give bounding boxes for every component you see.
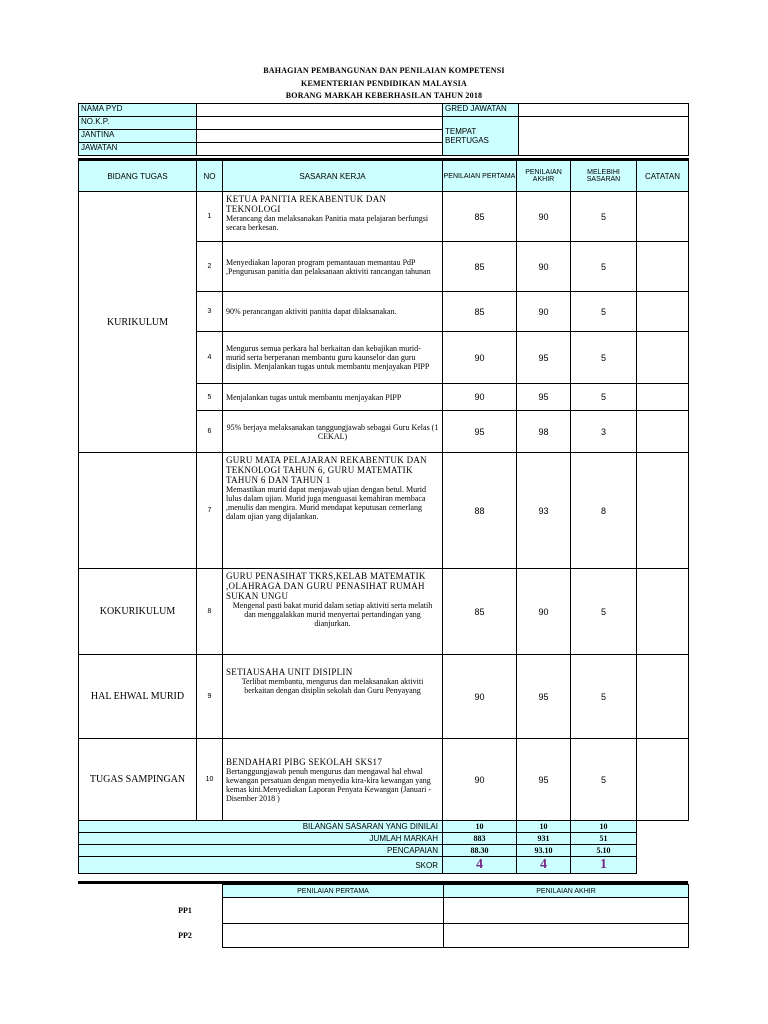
- melebihi-value: 8: [571, 453, 637, 569]
- row-text: Menjalankan tugas untuk membantu menjayakan PIPP: [223, 384, 443, 411]
- nama-field[interactable]: [197, 104, 443, 117]
- catatan-cell[interactable]: [637, 332, 689, 384]
- melebihi-value: 5: [571, 332, 637, 384]
- catatan-cell[interactable]: [637, 655, 689, 739]
- form-header-3: BORANG MARKAH KEBERHASILAN TAHUN 2018: [285, 91, 483, 100]
- table-row: [79, 453, 689, 569]
- pp1-label: PP1: [178, 906, 192, 915]
- row-no: 3: [197, 292, 223, 332]
- form-header-1: BAHAGIAN PEMBANGUNAN DAN PENILAIAN KOMPETENSI: [263, 66, 505, 75]
- melebihi-value: 3: [571, 411, 637, 453]
- summary-jumlah: [79, 833, 689, 845]
- row-title: KETUA PANITIA REKABENTUK DAN TEKNOLOGI: [226, 194, 387, 214]
- melebihi-value: 5: [571, 292, 637, 332]
- row-no: 5: [197, 384, 223, 411]
- melebihi-value: 5: [571, 242, 637, 292]
- bilangan-melebihi: 10: [571, 821, 637, 833]
- summary-pencapaian: [79, 845, 689, 857]
- akhir-value: 90: [517, 192, 571, 242]
- catatan-cell[interactable]: [637, 411, 689, 453]
- melebihi-value: 5: [571, 655, 637, 739]
- pertama-value: 90: [443, 384, 517, 411]
- pencapaian-melebihi: 5.10: [571, 845, 637, 857]
- bilangan-pertama: 10: [443, 821, 517, 833]
- col-akhir: PENILAIAN AKHIR: [517, 160, 571, 192]
- melebihi-value: 5: [571, 192, 637, 242]
- jumlah-melebihi: 51: [571, 833, 637, 845]
- pertama-value: 85: [443, 292, 517, 332]
- akhir-value: 95: [517, 739, 571, 821]
- category-kokurikulum: KOKURIKULUM: [79, 569, 197, 655]
- form-header-2: KEMENTERIAN PENDIDIKAN MALAYSIA: [301, 79, 467, 88]
- pencapaian-pertama: 88.30: [443, 845, 517, 857]
- main-table: [78, 158, 689, 874]
- pencapaian-label: PENCAPAIAN: [79, 845, 443, 857]
- row-no: 7: [197, 453, 223, 569]
- col-catatan: CATATAN: [637, 160, 689, 192]
- akhir-value: 90: [517, 242, 571, 292]
- category-tugas-sampingan: TUGAS SAMPINGAN: [79, 739, 197, 821]
- catatan-cell[interactable]: [637, 569, 689, 655]
- catatan-cell[interactable]: [637, 384, 689, 411]
- summary-skor: [79, 857, 689, 874]
- akhir-value: 93: [517, 453, 571, 569]
- pertama-value: 85: [443, 569, 517, 655]
- footer-akhir: PENILAIAN AKHIR: [444, 885, 689, 898]
- footer-table: [222, 884, 689, 948]
- jawatan-field[interactable]: [197, 143, 443, 156]
- gred-label: GRED JAWATAN: [443, 104, 519, 117]
- row-no: 6: [197, 411, 223, 453]
- row-title: GURU PENASIHAT TKRS,KELAB MATEMATIK ,OLAHRAGA DAN GURU PENASIHAT RUMAH SUKAN UNGU: [226, 571, 426, 601]
- catatan-cell[interactable]: [637, 192, 689, 242]
- skor-label: SKOR: [79, 857, 443, 874]
- row-text: Menyediakan laporan program pemantauan memantau PdP ,Pengurusan panitia dan pelaksanaan aktiviti rancangan tahunan: [223, 242, 443, 292]
- akhir-value: 95: [517, 655, 571, 739]
- catatan-cell[interactable]: [637, 453, 689, 569]
- pertama-value: 85: [443, 242, 517, 292]
- jantina-field[interactable]: [197, 130, 443, 143]
- table-row: [79, 569, 689, 655]
- gred-field[interactable]: [519, 104, 689, 117]
- pertama-value: 90: [443, 655, 517, 739]
- jawatan-label: JAWATAN: [79, 143, 197, 156]
- jumlah-akhir: 931: [517, 833, 571, 845]
- row-no: 4: [197, 332, 223, 384]
- table-row: [79, 739, 689, 821]
- jantina-label: JANTINA: [79, 130, 197, 143]
- row-no: 2: [197, 242, 223, 292]
- akhir-value: 90: [517, 569, 571, 655]
- pp1-pertama-field[interactable]: [223, 898, 444, 924]
- nama-label: NAMA PYD: [79, 104, 197, 117]
- row-title: GURU MATA PELAJARAN REKABENTUK DAN TEKNOLOGI TAHUN 6, GURU MATEMATIK TAHUN 6 DAN TAHUN 1: [226, 455, 427, 485]
- summary-bilangan: [79, 821, 689, 833]
- bilangan-akhir: 10: [517, 821, 571, 833]
- akhir-value: 95: [517, 384, 571, 411]
- nokp-field[interactable]: [197, 117, 443, 130]
- col-sasaran: SASARAN KERJA: [223, 160, 443, 192]
- bilangan-label: BILANGAN SASARAN YANG DINILAI: [79, 821, 443, 833]
- row-text: Memastikan murid dapat menjawab ujian dengan betul. Murid lulus dalam ujian. Murid juga menguasai kemahiran membaca ,menulis dan mengira. Murid mendapat keputusan cemerlang dalam ujian yang dijalankan.: [226, 485, 426, 521]
- melebihi-value: 5: [571, 569, 637, 655]
- tempat-label: TEMPAT BERTUGAS: [443, 117, 519, 156]
- col-bidang: BIDANG TUGAS: [79, 160, 197, 192]
- pp2-pertama-field[interactable]: [223, 924, 444, 948]
- row-text: Mengenal pasti bakat murid dalam setiap aktiviti serta melatih dan menggalakkan murid menyertai pertandingan yang dianjurkan.: [232, 601, 433, 628]
- tempat-field[interactable]: [519, 117, 689, 156]
- row-text: 95% berjaya melaksanakan tanggungjawab sebagai Guru Kelas (1 CEKAL): [223, 411, 443, 453]
- col-melebihi: MELEBIHI SASARAN: [571, 160, 637, 192]
- catatan-cell[interactable]: [637, 292, 689, 332]
- row-no: 1: [197, 192, 223, 242]
- row-text: Mengurus semua perkara hal berkaitan dan kebajikan murid-murid serta berperanan membantu guru kaunselor dan guru disiplin. Menjalankan tugas untuk membantu menjayakan PIPP: [223, 332, 443, 384]
- catatan-cell[interactable]: [637, 242, 689, 292]
- info-table: [78, 103, 689, 156]
- pertama-value: 90: [443, 332, 517, 384]
- pertama-value: 95: [443, 411, 517, 453]
- pp1-akhir-field[interactable]: [444, 898, 689, 924]
- skor-melebihi: 1: [571, 857, 637, 874]
- pertama-value: 85: [443, 192, 517, 242]
- table-row: [79, 192, 689, 242]
- row-no: 8: [197, 569, 223, 655]
- pp2-akhir-field[interactable]: [444, 924, 689, 948]
- table-row: [79, 655, 689, 739]
- row-no: 9: [197, 655, 223, 739]
- footer-pertama: PENILAIAN PERTAMA: [223, 885, 444, 898]
- category-kurikulum: KURIKULUM: [79, 192, 197, 453]
- row-title: SETIAUSAHA UNIT DISIPLIN: [226, 667, 353, 677]
- melebihi-value: 5: [571, 384, 637, 411]
- pertama-value: 90: [443, 739, 517, 821]
- col-pertama: PENILAIAN PERTAMA: [443, 160, 517, 192]
- pertama-value: 88: [443, 453, 517, 569]
- skor-akhir: 4: [517, 857, 571, 874]
- akhir-value: 95: [517, 332, 571, 384]
- akhir-value: 90: [517, 292, 571, 332]
- catatan-cell[interactable]: [637, 739, 689, 821]
- row-no: 10: [197, 739, 223, 821]
- row-title: BENDAHARI PIBG SEKOLAH SKS17: [226, 756, 383, 767]
- pp2-label: PP2: [178, 931, 192, 940]
- skor-pertama: 4: [443, 857, 517, 874]
- row-text: Merancang dan melaksanakan Panitia mata pelajaran berfungsi secara berkesan.: [226, 214, 429, 232]
- row-text: 90% perancangan aktiviti panitia dapat dilaksanakan.: [223, 292, 443, 332]
- category-hal-ehwal: HAL EHWAL MURID: [79, 655, 197, 739]
- row-text: Bertanggungjawab penuh mengurus dan mengawal hal ehwal kewangan persatuan dengan menyedia kira-kira kewangan yang kemas kini.Menyediakan Laporan Penyata Kewangan (Januari - Disember 2018 ): [226, 766, 432, 803]
- melebihi-value: 5: [571, 739, 637, 821]
- akhir-value: 98: [517, 411, 571, 453]
- jumlah-label: JUMLAH MARKAH: [79, 833, 443, 845]
- jumlah-pertama: 883: [443, 833, 517, 845]
- pencapaian-akhir: 93.10: [517, 845, 571, 857]
- nokp-label: NO.K.P.: [79, 117, 197, 130]
- col-no: NO: [197, 160, 223, 192]
- row-text: Terlibat membantu, mengurus dan melaksanakan aktiviti berkaitan dengan disiplin sekolah dan Guru Penyayang: [241, 677, 424, 695]
